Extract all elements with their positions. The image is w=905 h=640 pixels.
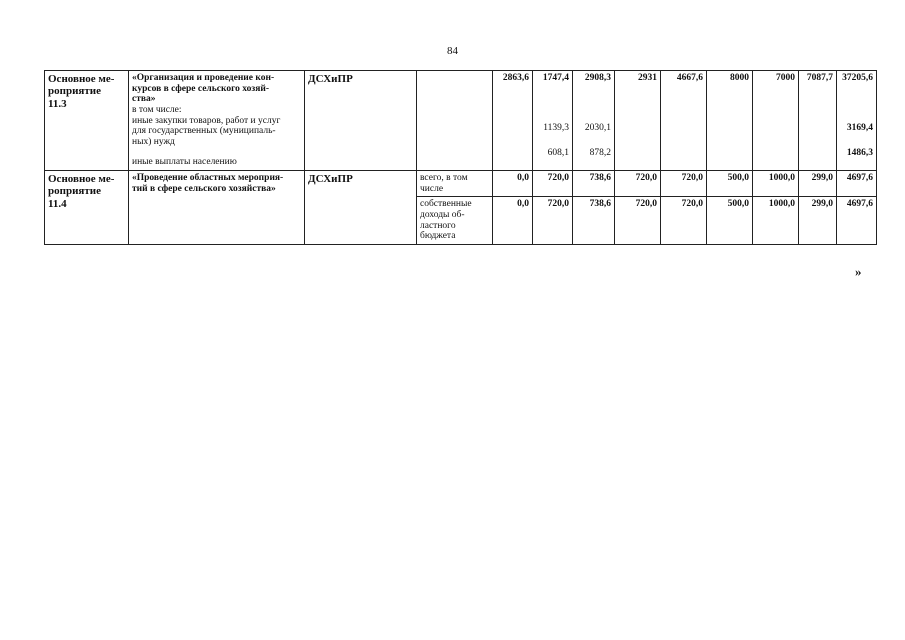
measure-label-11-3 bbox=[45, 71, 129, 171]
value-2016-procurement: 2030,1 bbox=[584, 122, 611, 133]
value-2014: 2863,6 bbox=[493, 71, 533, 171]
measure-text: Основное ме- роприятие 11.3 bbox=[48, 73, 115, 110]
measure-text: Основное ме- роприятие 11.4 bbox=[48, 173, 115, 210]
subline-procurement: иные закупки товаров, работ и услуг для государственных (муниципаль- ных) нужд bbox=[132, 115, 281, 147]
executor-cell: ДСХиПР bbox=[305, 171, 417, 245]
source-cell: собственные доходы об- ластного бюджета bbox=[417, 197, 493, 245]
value-2016-payments: 878,2 bbox=[589, 148, 611, 159]
value-2021: 299,0 bbox=[799, 197, 837, 245]
source-cell bbox=[417, 71, 493, 171]
value-2020: 7000 bbox=[753, 71, 799, 171]
value-2020: 1000,0 bbox=[753, 197, 799, 245]
value-2016: 2908,3 2030,1 878,2 bbox=[573, 71, 615, 171]
value-total: 4697,6 bbox=[837, 171, 877, 197]
value-2015: 720,0 bbox=[533, 171, 573, 197]
value-2017: 720,0 bbox=[615, 197, 661, 245]
value-total: 4697,6 bbox=[837, 197, 877, 245]
value-2019: 500,0 bbox=[707, 171, 753, 197]
value-total-payments: 1486,3 bbox=[846, 148, 873, 159]
value-2021: 299,0 bbox=[799, 171, 837, 197]
value-2015: 720,0 bbox=[533, 197, 573, 245]
description-cell-11-4 bbox=[129, 171, 305, 245]
source-cell: всего, в том числе bbox=[417, 171, 493, 197]
value-2015-procurement: 1139,3 bbox=[543, 122, 569, 133]
value-2018: 4667,6 bbox=[661, 71, 707, 171]
value-2014: 0,0 bbox=[493, 197, 533, 245]
value-2016: 738,6 bbox=[573, 171, 615, 197]
value-2015-payments: 608,1 bbox=[547, 148, 569, 159]
page-number: 84 bbox=[447, 45, 458, 57]
value-2018: 720,0 bbox=[661, 171, 707, 197]
table-row-11-4-total bbox=[45, 171, 877, 197]
value-total-procurement: 3169,4 bbox=[846, 122, 873, 133]
table-row-11-3 bbox=[45, 71, 877, 171]
subline-in-total: в том числе: bbox=[132, 104, 182, 115]
value-total: 37205,6 3169,4 1486,3 bbox=[837, 71, 877, 171]
executor-cell: ДСХиПР bbox=[305, 71, 417, 171]
value-2017: 2931 bbox=[615, 71, 661, 171]
value-2020: 1000,0 bbox=[753, 171, 799, 197]
measure-title: «Проведение областных мероприя- тий в сфере сельского хозяйства» bbox=[132, 173, 284, 194]
description-cell-11-3 bbox=[129, 71, 305, 171]
value-2015: 1747,4 1139,3 608,1 bbox=[533, 71, 573, 171]
value-2017: 720,0 bbox=[615, 171, 661, 197]
value-2016: 738,6 bbox=[573, 197, 615, 245]
value-2014: 0,0 bbox=[493, 171, 533, 197]
closing-quote-mark: » bbox=[855, 264, 862, 279]
value-2019: 500,0 bbox=[707, 197, 753, 245]
subline-payments: иные выплаты населению bbox=[132, 157, 237, 168]
measure-title: «Организация и проведение кон- курсов в сфере сельского хозяй- ства» bbox=[132, 73, 275, 105]
value-2018: 720,0 bbox=[661, 197, 707, 245]
budget-table bbox=[44, 70, 877, 245]
value-2021: 7087,7 bbox=[799, 71, 837, 171]
measure-label-11-4 bbox=[45, 171, 129, 245]
value-2019: 8000 bbox=[707, 71, 753, 171]
